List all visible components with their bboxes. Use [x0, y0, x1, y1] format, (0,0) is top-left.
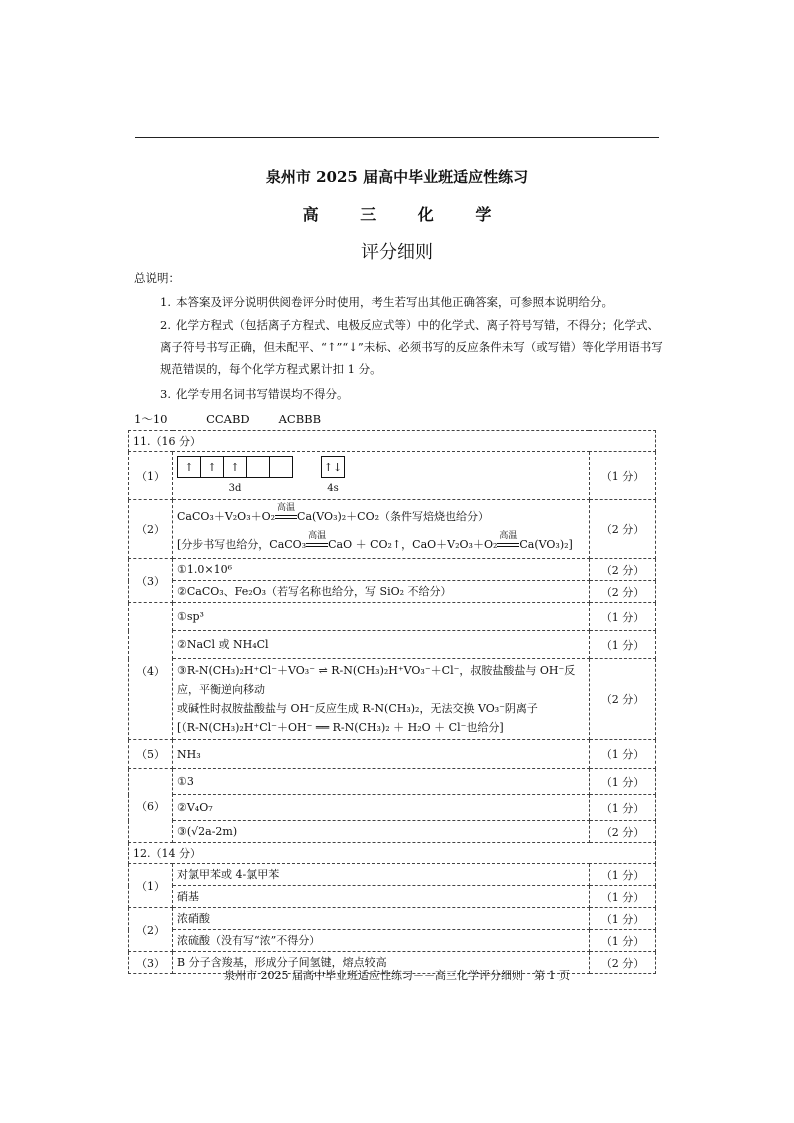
q12-heading: 12.（14 分） [129, 843, 656, 864]
condition-equals [306, 531, 328, 556]
doc-type-title: 评分细则 [361, 242, 433, 263]
score: （1 分） [589, 452, 655, 500]
orbital-box: ↑↓ [321, 456, 345, 478]
equation-left: CaCO₃＋V₂O₃＋O₂ [177, 510, 276, 523]
answer-cell: B 分子含羧基，形成分子间氢键，熔点较高 [173, 952, 590, 974]
table-row [129, 740, 656, 769]
table-row [129, 930, 656, 952]
note-number: 3. [160, 387, 171, 401]
score: （2 分） [589, 659, 655, 740]
orbital-3d [177, 456, 293, 497]
score: （1 分） [589, 908, 655, 930]
general-heading: 总说明： [134, 271, 180, 285]
part-label: （4） [129, 603, 173, 740]
equation-part: [分步书写也给分，CaCO₃ [177, 538, 307, 551]
score: （2 分） [589, 952, 655, 974]
part-label: （2） [129, 908, 173, 952]
note-number: 1. [160, 295, 171, 309]
note-text: 化学方程式（包括离子方程式、电极反应式等）中的化学式、离子符号写错，不得分；化学式、离子符号书写正确，但未配平、“↑”“↓”未标、必须书写的反应条件未写（或写错）等化学用语书写规范错误的，每个化学方程式累计扣 1 分。 [160, 318, 663, 376]
table-row [129, 769, 656, 795]
score: （2 分） [589, 500, 655, 559]
general-note-2 [160, 314, 665, 380]
orbital-label: 3d [228, 483, 242, 494]
table-row [129, 821, 656, 843]
answer-cell: 浓硝酸 [173, 908, 590, 930]
answer-cell: ②NaCl 或 NH₄Cl [173, 631, 590, 659]
score: （2 分） [589, 581, 655, 603]
orbital-box [246, 456, 270, 478]
answer-line: [（R-N(CH₃)₂H⁺Cl⁻＋OH⁻ ══ R-N(CH₃)₂ ＋ H₂O ＋ Cl⁻也给分] [177, 721, 504, 734]
table-row [129, 795, 656, 821]
table-row [129, 581, 656, 603]
answer-cell: 硝基 [173, 886, 590, 908]
q11-heading: 11.（16 分） [129, 431, 656, 452]
orbital-box: ↑ [223, 456, 247, 478]
answer-cell: ②V₄O₇ [173, 795, 590, 821]
equation-line [177, 503, 585, 528]
mc-group-1: CCABD [206, 412, 250, 426]
orbital-box: ↑ [200, 456, 224, 478]
equation-part: CaO ＋ CO₂↑，CaO＋V₂O₃＋O₂ [328, 538, 498, 551]
equation-part: Ca(VO₃)₂] [519, 538, 573, 551]
score: （1 分） [589, 603, 655, 631]
condition-equals [497, 531, 519, 556]
answer-cell [173, 659, 590, 740]
answer-line: ③R-N(CH₃)₂H⁺Cl⁻＋VO₃⁻ ⇌ R-N(CH₃)₂H⁺VO₃⁻＋Cl⁻，叔胺盐酸盐与 OH⁻反应，平衡逆向移动 [177, 664, 576, 696]
answer-cell: ①3 [173, 769, 590, 795]
answer-cell: ①sp³ [173, 603, 590, 631]
answer-cell: NH₃ [173, 740, 590, 769]
mc-group-2: ACBBB [278, 412, 322, 426]
header-rule [135, 137, 659, 138]
page-footer: 泉州市 2025 届高中毕业班适应性练习－－高三化学评分细则 第 1 页 [224, 969, 570, 982]
score: （1 分） [589, 930, 655, 952]
equation-line [177, 531, 585, 556]
score: （1 分） [589, 795, 655, 821]
table-row [129, 631, 656, 659]
answer-cell: ②CaCO₃、Fe₂O₃（若写名称也给分，写 SiO₂ 不给分） [173, 581, 590, 603]
score: （2 分） [589, 821, 655, 843]
orbital-diagram [173, 452, 590, 500]
general-note-1 [160, 291, 660, 313]
doc-title: 泉州市 2025 届高中毕业班适应性练习 [265, 168, 529, 186]
table-row [129, 500, 656, 559]
condition-equals [275, 503, 297, 528]
orbital-box: ↑ [177, 456, 201, 478]
part-label: （3） [129, 559, 173, 603]
score: （1 分） [589, 886, 655, 908]
scoring-table [128, 430, 656, 974]
score: （1 分） [589, 864, 655, 886]
answer-cell: ③(√2a-2m) [173, 821, 590, 843]
table-row [129, 431, 656, 452]
condition-text: 高温 [499, 531, 518, 541]
note-number: 2. [160, 318, 171, 332]
note-text: 本答案及评分说明供阅卷评分时使用，考生若写出其他正确答案，可参照本说明给分。 [176, 295, 613, 309]
mc-range: 1～10 [134, 412, 168, 426]
part-label: （5） [129, 740, 173, 769]
orbital-box [269, 456, 293, 478]
general-note-3 [160, 383, 660, 405]
score: （1 分） [589, 631, 655, 659]
equation-right: Ca(VO₃)₂＋CO₂（条件写焙烧也给分） [297, 510, 490, 523]
orbital-4s [321, 456, 345, 497]
multiple-choice-answers [134, 411, 321, 427]
table-row [129, 452, 656, 500]
part-label: （1） [129, 452, 173, 500]
table-row [129, 864, 656, 886]
table-row [129, 843, 656, 864]
answer-cell: ①1.0×10⁶ [173, 559, 590, 581]
table-row [129, 659, 656, 740]
subject-title: 高 三 化 学 [302, 205, 510, 224]
score: （2 分） [589, 559, 655, 581]
part-label: （6） [129, 769, 173, 843]
note-text: 化学专用名词书写错误均不得分。 [176, 387, 349, 401]
answer-cell: 浓硫酸（没有写“浓”不得分） [173, 930, 590, 952]
score: （1 分） [589, 740, 655, 769]
condition-text: 高温 [277, 503, 296, 513]
orbital-label: 4s [327, 483, 339, 494]
part-label: （3） [129, 952, 173, 974]
answer-cell [173, 500, 590, 559]
answer-line: 或碱性时叔胺盐酸盐与 OH⁻反应生成 R-N(CH₃)₂，无法交换 VO₃⁻阴离子 [177, 702, 538, 715]
part-label: （1） [129, 864, 173, 908]
part-label: （2） [129, 500, 173, 559]
condition-text: 高温 [308, 531, 327, 541]
answer-cell: 对氯甲苯或 4-氯甲苯 [173, 864, 590, 886]
table-row [129, 603, 656, 631]
table-row [129, 886, 656, 908]
score: （1 分） [589, 769, 655, 795]
table-row [129, 908, 656, 930]
table-row [129, 559, 656, 581]
